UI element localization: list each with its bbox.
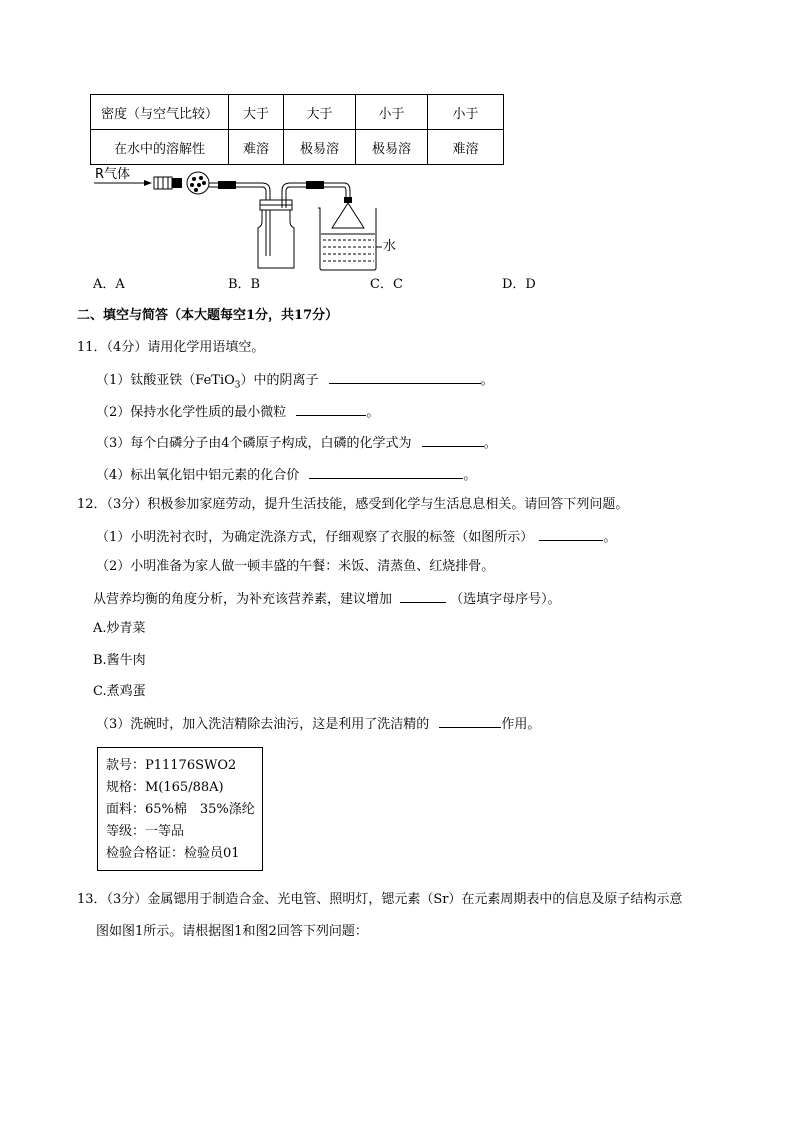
table-row — [91, 95, 504, 130]
q11-stem: 11．（4分）请用化学用语填空。 — [77, 340, 265, 355]
q11-part2: （2）保持水化学性质的最小微粒 。 — [96, 405, 380, 420]
q12-option-a: A.炒青菜 — [93, 621, 146, 636]
q12-part3: （3）洗碗时，加入洗洁精除去油污，这是利用了洗洁精的 作用。 — [96, 717, 541, 732]
answer-blank[interactable] — [422, 435, 484, 447]
q12-part2-question: 从营养均衡的角度分析，为补充该营养素，建议增加 （选填字母序号）。 — [93, 592, 561, 607]
table-cell: 小于 — [428, 95, 504, 130]
table-cell: 大于 — [229, 95, 284, 130]
label-inspection: 检验合格证：检验员01 — [106, 846, 240, 861]
label-size: 规格：M(165/88A) — [106, 780, 224, 795]
q12-part1: （1）小明洗衬衣时，为确定洗涤方式，仔细观察了衣服的标签（如图所示） 。 — [96, 530, 617, 545]
table-cell: 极易溶 — [356, 130, 428, 165]
option-d: D．D — [502, 277, 536, 292]
option-a: A．A — [93, 277, 125, 292]
gas-label: R气体 — [95, 167, 131, 182]
answer-blank[interactable] — [329, 372, 481, 384]
table-cell: 极易溶 — [284, 130, 356, 165]
section-title: 二、填空与简答（本大题每空1分，共17分） — [77, 308, 339, 323]
gas-collection-apparatus — [92, 164, 382, 274]
option-c: C．C — [370, 277, 403, 292]
q11-part3: （3）每个白磷分子由4个磷原子构成，白磷的化学式为 。 — [96, 436, 497, 451]
answer-blank[interactable] — [439, 716, 501, 728]
q12-stem: 12．（3分）积极参加家庭劳动，提升生活技能，感受到化学与生活息息相关。请回答下列问题。 — [77, 497, 629, 512]
table-cell: 难溶 — [229, 130, 284, 165]
label-fabric: 面料：65%棉 35%涤纶 — [106, 802, 255, 817]
q11-part1: （1）钛酸亚铁（FeTiO$_3$）中的阴离子 。 — [96, 373, 494, 391]
label-style-number: 款号：P11176SWO2 — [106, 758, 237, 773]
row-header: 密度（与空气比较） — [91, 95, 229, 130]
answer-blank[interactable] — [296, 404, 366, 416]
q13-stem-line1: 13．（3分）金属锶用于制造合金、光电管、照明灯，锶元素（Sr）在元素周期表中的信息及原子结构示意 — [77, 892, 683, 907]
label-grade: 等级：一等品 — [106, 824, 185, 839]
answer-blank[interactable] — [539, 529, 603, 541]
table-cell: 小于 — [356, 95, 428, 130]
answer-blank[interactable] — [309, 467, 463, 479]
table-cell: 大于 — [284, 95, 356, 130]
property-table — [90, 94, 504, 165]
clothing-label — [97, 747, 263, 871]
q12-option-b: B.酱牛肉 — [93, 653, 146, 668]
water-label: 水 — [383, 239, 397, 254]
table-row — [91, 130, 504, 165]
q11-part4: （4）标出氧化铝中铝元素的化合价 。 — [96, 468, 477, 483]
row-header: 在水中的溶解性 — [91, 130, 229, 165]
q12-part2: （2）小明准备为家人做一顿丰盛的午餐：米饭、清蒸鱼、红烧排骨。 — [96, 559, 495, 574]
q12-option-c: C.煮鸡蛋 — [93, 684, 146, 699]
table-cell: 难溶 — [428, 130, 504, 165]
answer-blank[interactable] — [400, 591, 446, 603]
q13-stem-line2: 图如图1所示。请根据图1和图2回答下列问题： — [96, 924, 368, 939]
option-b: B．B — [228, 277, 261, 292]
